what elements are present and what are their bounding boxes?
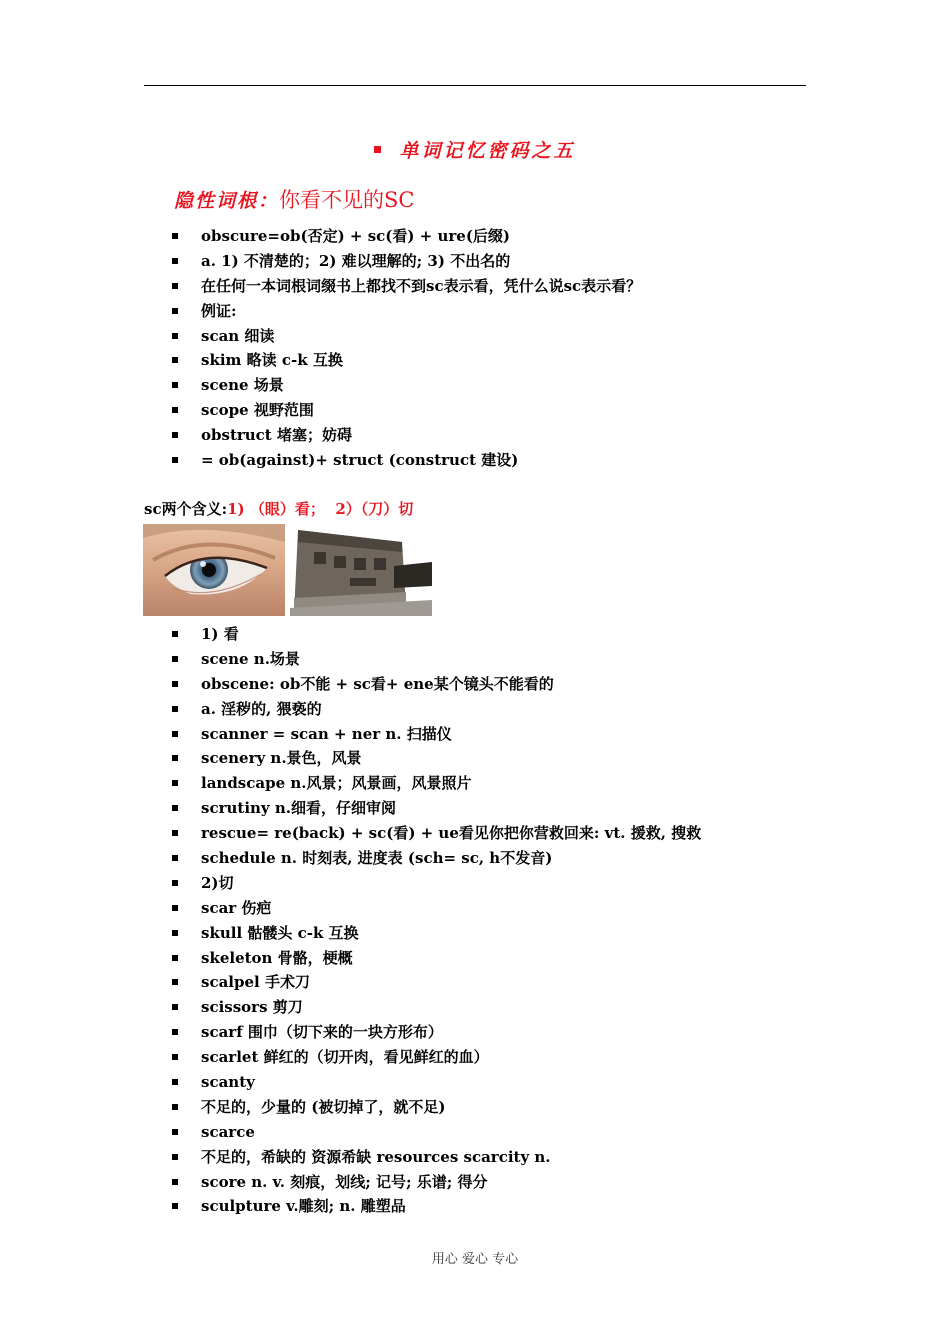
list-item: [172, 896, 701, 921]
list-item: [172, 324, 641, 349]
section-title: [174, 184, 414, 214]
list-item: [172, 622, 701, 647]
list-item-text: scanner = scan + ner n. 扫描仪: [201, 724, 452, 743]
list-item-text: obscene: ob不能 + sc看+ ene某个镜头不能看的: [201, 674, 554, 693]
bullet-icon: [172, 880, 178, 886]
list-item: [172, 821, 701, 846]
bullet-icon: [172, 830, 178, 836]
bullet-icon: [172, 357, 178, 363]
list-item-text: 2)切: [201, 873, 234, 892]
list-item-text: a. 淫秽的, 猥亵的: [201, 699, 322, 718]
list-item: [172, 299, 641, 324]
list-item: [172, 249, 641, 274]
list-item: [172, 771, 701, 796]
section-title-part2: 你看不见的SC: [279, 188, 415, 212]
bullet-icon: [172, 1079, 178, 1085]
list-item-text: scalpel 手术刀: [201, 973, 310, 992]
bullet-icon: [172, 308, 178, 314]
list-item-text: scenery n.景色，风景: [201, 749, 362, 768]
list-item-text: score n. v. 刻痕，划线; 记号; 乐谱; 得分: [201, 1172, 488, 1191]
meaning-look: 1) （眼）看；: [227, 500, 325, 518]
bullet-icon: [172, 955, 178, 961]
bullet-icon: [172, 283, 178, 289]
list-item: [172, 1145, 701, 1170]
bullet-icon: [172, 1129, 178, 1135]
bullet-icon: [172, 1203, 178, 1209]
list-item: [172, 1120, 701, 1145]
list-item: [172, 647, 701, 672]
bullet-icon: [172, 656, 178, 662]
bullet-icon: [172, 1004, 178, 1010]
list-item-text: 不足的，希缺的 资源希缺 resources scarcity n.: [201, 1147, 551, 1166]
bullet-icon: [172, 805, 178, 811]
list-item: [172, 1170, 701, 1195]
list-item-text: skim 略读 c-k 互换: [201, 351, 343, 370]
bullet-icon: [172, 457, 178, 463]
bullet-icon: [172, 979, 178, 985]
list-item: [172, 423, 641, 448]
list-item-text: scene n.场景: [201, 649, 300, 668]
chapter-title: [0, 136, 950, 163]
bullet-icon: [172, 333, 178, 339]
list-item: [172, 697, 701, 722]
chapter-title-text: 单词记忆密码之五: [399, 140, 576, 162]
list-item: [172, 746, 701, 771]
list-item: [172, 373, 641, 398]
list-item: [172, 1095, 701, 1120]
list-item-text: scar 伤疤: [201, 898, 272, 917]
list-item: [172, 871, 701, 896]
cleaver-photo: [290, 522, 432, 616]
bullet-icon: [172, 930, 178, 936]
list-item: [172, 722, 701, 747]
list-item: [172, 946, 701, 971]
list-item-text: scan 细读: [201, 326, 275, 345]
list-item-text: obscure=ob(否定) + sc(看) + ure(后缀): [201, 227, 511, 245]
page-footer: 用心 爱心 专心: [431, 1252, 519, 1267]
bullet-icon: [172, 631, 178, 637]
bullet-list-obscure: [172, 224, 641, 473]
bullet-icon: [172, 780, 178, 786]
header-rule: [144, 85, 806, 86]
square-bullet-icon: [374, 146, 381, 153]
list-item-text: a. 1) 不清楚的；2) 难以理解的; 3) 不出名的: [201, 251, 511, 270]
list-item: [172, 995, 701, 1020]
list-item-text: 不足的，少量的 (被切掉了，就不足): [201, 1097, 446, 1116]
list-item-text: scarf 围巾（切下来的一块方形布）: [201, 1023, 443, 1042]
list-item-text: 1) 看: [201, 625, 239, 643]
list-item: [172, 1045, 701, 1070]
list-item-text: scene 场景: [201, 376, 284, 395]
meanings-prefix: sc两个含义:: [144, 500, 228, 518]
list-item-text: skeleton 骨骼，梗概: [201, 948, 353, 967]
list-item: [172, 1194, 701, 1219]
bullet-icon: [172, 681, 178, 687]
list-item: [172, 1020, 701, 1045]
bullet-icon: [172, 382, 178, 388]
bullet-icon: [172, 731, 178, 737]
list-item: [172, 448, 641, 473]
list-item-text: scanty: [201, 1073, 255, 1092]
list-item: [172, 921, 701, 946]
knife-icon: [290, 522, 432, 616]
bullet-icon: [172, 905, 178, 911]
bullet-icon: [172, 855, 178, 861]
bullet-icon: [172, 755, 178, 761]
bullet-icon: [172, 1054, 178, 1060]
bullet-list-sc-meanings: [172, 622, 701, 1219]
list-item-text: sculpture v.雕刻; n. 雕塑品: [201, 1197, 406, 1216]
bullet-icon: [172, 432, 178, 438]
list-item-text: obstruct 堵塞；妨碍: [201, 426, 352, 445]
list-item: [172, 672, 701, 697]
bullet-icon: [172, 1104, 178, 1110]
list-item-text: 例证:: [201, 301, 237, 320]
list-item: [172, 846, 701, 871]
bullet-icon: [172, 258, 178, 264]
bullet-icon: [172, 1154, 178, 1160]
bullet-icon: [172, 706, 178, 712]
bullet-icon: [172, 1179, 178, 1185]
list-item: [172, 1070, 701, 1095]
list-item: [172, 970, 701, 995]
list-item-text: scarlet 鲜红的（切开肉，看见鲜红的血）: [201, 1048, 489, 1067]
list-item-text: scissors 剪刀: [201, 998, 303, 1017]
list-item-text: landscape n.风景；风景画，风景照片: [201, 774, 472, 793]
list-item-text: scrutiny n.细看，仔细审阅: [201, 799, 396, 818]
list-item: [172, 224, 641, 249]
list-item-text: scarce: [201, 1122, 255, 1141]
list-item: [172, 796, 701, 821]
list-item-text: rescue= re(back) + sc(看) + ue看见你把你营救回来: vt. 援救, 搜救: [201, 824, 702, 843]
list-item: [172, 348, 641, 373]
section-title-part1: 隐性词根：: [174, 190, 280, 212]
bullet-icon: [172, 407, 178, 413]
list-item-text: 在任何一本词根词缀书上都找不到sc表示看，凭什么说sc表示看？: [201, 276, 642, 295]
list-item: [172, 274, 641, 299]
list-item-text: = ob(against)+ struct (construct 建设): [201, 451, 519, 470]
eye-icon: [143, 524, 285, 616]
sc-meanings-line: [144, 498, 413, 519]
list-item-text: scope 视野范围: [201, 401, 314, 420]
list-item-text: schedule n. 时刻表, 进度表 (sch= sc, h不发音): [201, 849, 553, 868]
eye-photo: [143, 524, 285, 616]
bullet-icon: [172, 1029, 178, 1035]
list-item-text: skull 骷髅头 c-k 互换: [201, 923, 359, 942]
meaning-cut: 2）（刀）切: [335, 500, 414, 518]
list-item: [172, 398, 641, 423]
bullet-icon: [172, 233, 178, 239]
